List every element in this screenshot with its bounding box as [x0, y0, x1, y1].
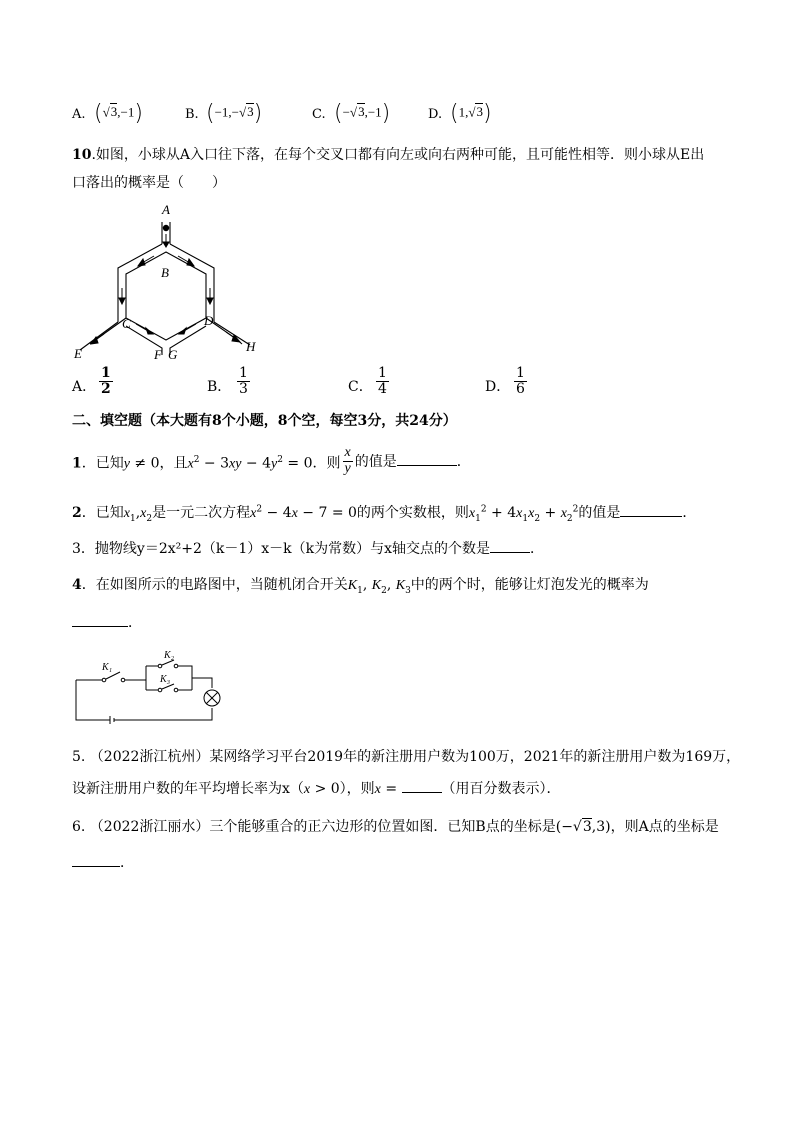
q9-option-c-value: (−√3,−1): [334, 101, 391, 126]
q9-options: [72, 101, 732, 131]
q9-option-a-label: A.: [72, 107, 86, 122]
label-k3: K₃: [160, 674, 171, 685]
label-k1: K₁: [102, 662, 113, 673]
fill-q4-line2: ．: [72, 612, 142, 632]
label-k2: K₂: [164, 650, 175, 661]
fill-q2: 2．已知$x_1,x_2$是一元二次方程$x^2 - 4x - 7 = 0$的两个实数根，则$x_1^2 + 4x_1x_2 + x_2^2$的值是 ．: [72, 504, 697, 524]
ball-icon: [163, 225, 169, 231]
q10-text-line1: [72, 144, 704, 164]
fill-q5-line2: 设新注册用户数的年平均增长率为x（x > 0），则x = （用百分数表示）．: [72, 781, 561, 797]
label-g: G: [168, 347, 178, 362]
q10-option-c-frac: $\frac{1}{4}$: [378, 365, 387, 397]
label-h: H: [246, 339, 256, 354]
q10-number: 10: [72, 147, 92, 163]
q9-option-d-label: D.: [428, 107, 443, 122]
q10-text-line2: 口落出的概率是（ ）: [72, 175, 226, 191]
label-e: E: [74, 346, 82, 361]
label-d: D: [204, 313, 214, 328]
label-c: C: [122, 316, 131, 331]
q10-option-b-label: B．: [207, 379, 232, 395]
q9-option-d-value: (1,√3): [450, 101, 492, 126]
q4-circuit-diagram: [70, 648, 230, 726]
fill-q6-line1: 6. （2022浙江丽水）三个能够重合的正六边形的位置如图．已知B点的坐标是(−√3,3)，则A点的坐标是: [72, 819, 719, 835]
fill-q3: 3．抛物线y＝2x²+2（k－1）x－k（k为常数）与x轴交点的个数是 ．: [72, 541, 545, 557]
fill-q4-number: 4: [72, 577, 82, 593]
label-a: A: [162, 202, 170, 217]
q10-option-c-label: C．: [348, 379, 373, 395]
q10-option-d-label: D．: [485, 379, 511, 395]
label-f: F: [154, 347, 162, 362]
label-b: B: [161, 265, 169, 280]
q10-option-d-frac: $\frac{1}{6}$: [516, 365, 525, 397]
fill-q1: 1．已知y ≠ 0，且$x^2 - 3xy - 4y^2 = 0$．则 $\frac{x}{y}$ 的值是 ．: [72, 445, 471, 476]
fill-q4-line1: 4．在如图所示的电路图中，当随机闭合开关$K_1$, $K_2$, $K_3$中的两个时，能够让灯泡发光的概率为: [72, 577, 649, 596]
fill-q1-number: 1: [72, 455, 82, 472]
q10-option-a-frac: $\frac{1}{2}$: [101, 365, 111, 397]
q10-stem: .如图，小球从A入口往下落，在每个交叉口都有向左或向右两种可能，且可能性相等．则小球从E出: [91, 147, 705, 163]
q10-option-a-label: A．: [72, 379, 97, 395]
fill-q5-line1: 5. （2022浙江杭州）某网络学习平台2019年的新注册用户数为100万，2021年的新注册用户数为169万，: [72, 749, 741, 765]
fill-q6-line2: ．: [72, 852, 134, 872]
q9-option-a-value: (√3,−1): [94, 101, 143, 126]
q9-option-b-label: B.: [185, 107, 199, 122]
q10-options: [72, 366, 572, 404]
q10-option-b-frac: $\frac{1}{3}$: [239, 365, 248, 397]
section-heading: 二、填空题（本大题有8个小题，8个空，每空3分，共24分）: [72, 413, 457, 429]
q10-hexagon-diagram: [70, 200, 270, 365]
fill-q2-number: 2: [72, 505, 82, 521]
q9-option-c-label: C.: [312, 107, 326, 122]
q9-option-b-value: (−1,−√3): [206, 101, 263, 126]
